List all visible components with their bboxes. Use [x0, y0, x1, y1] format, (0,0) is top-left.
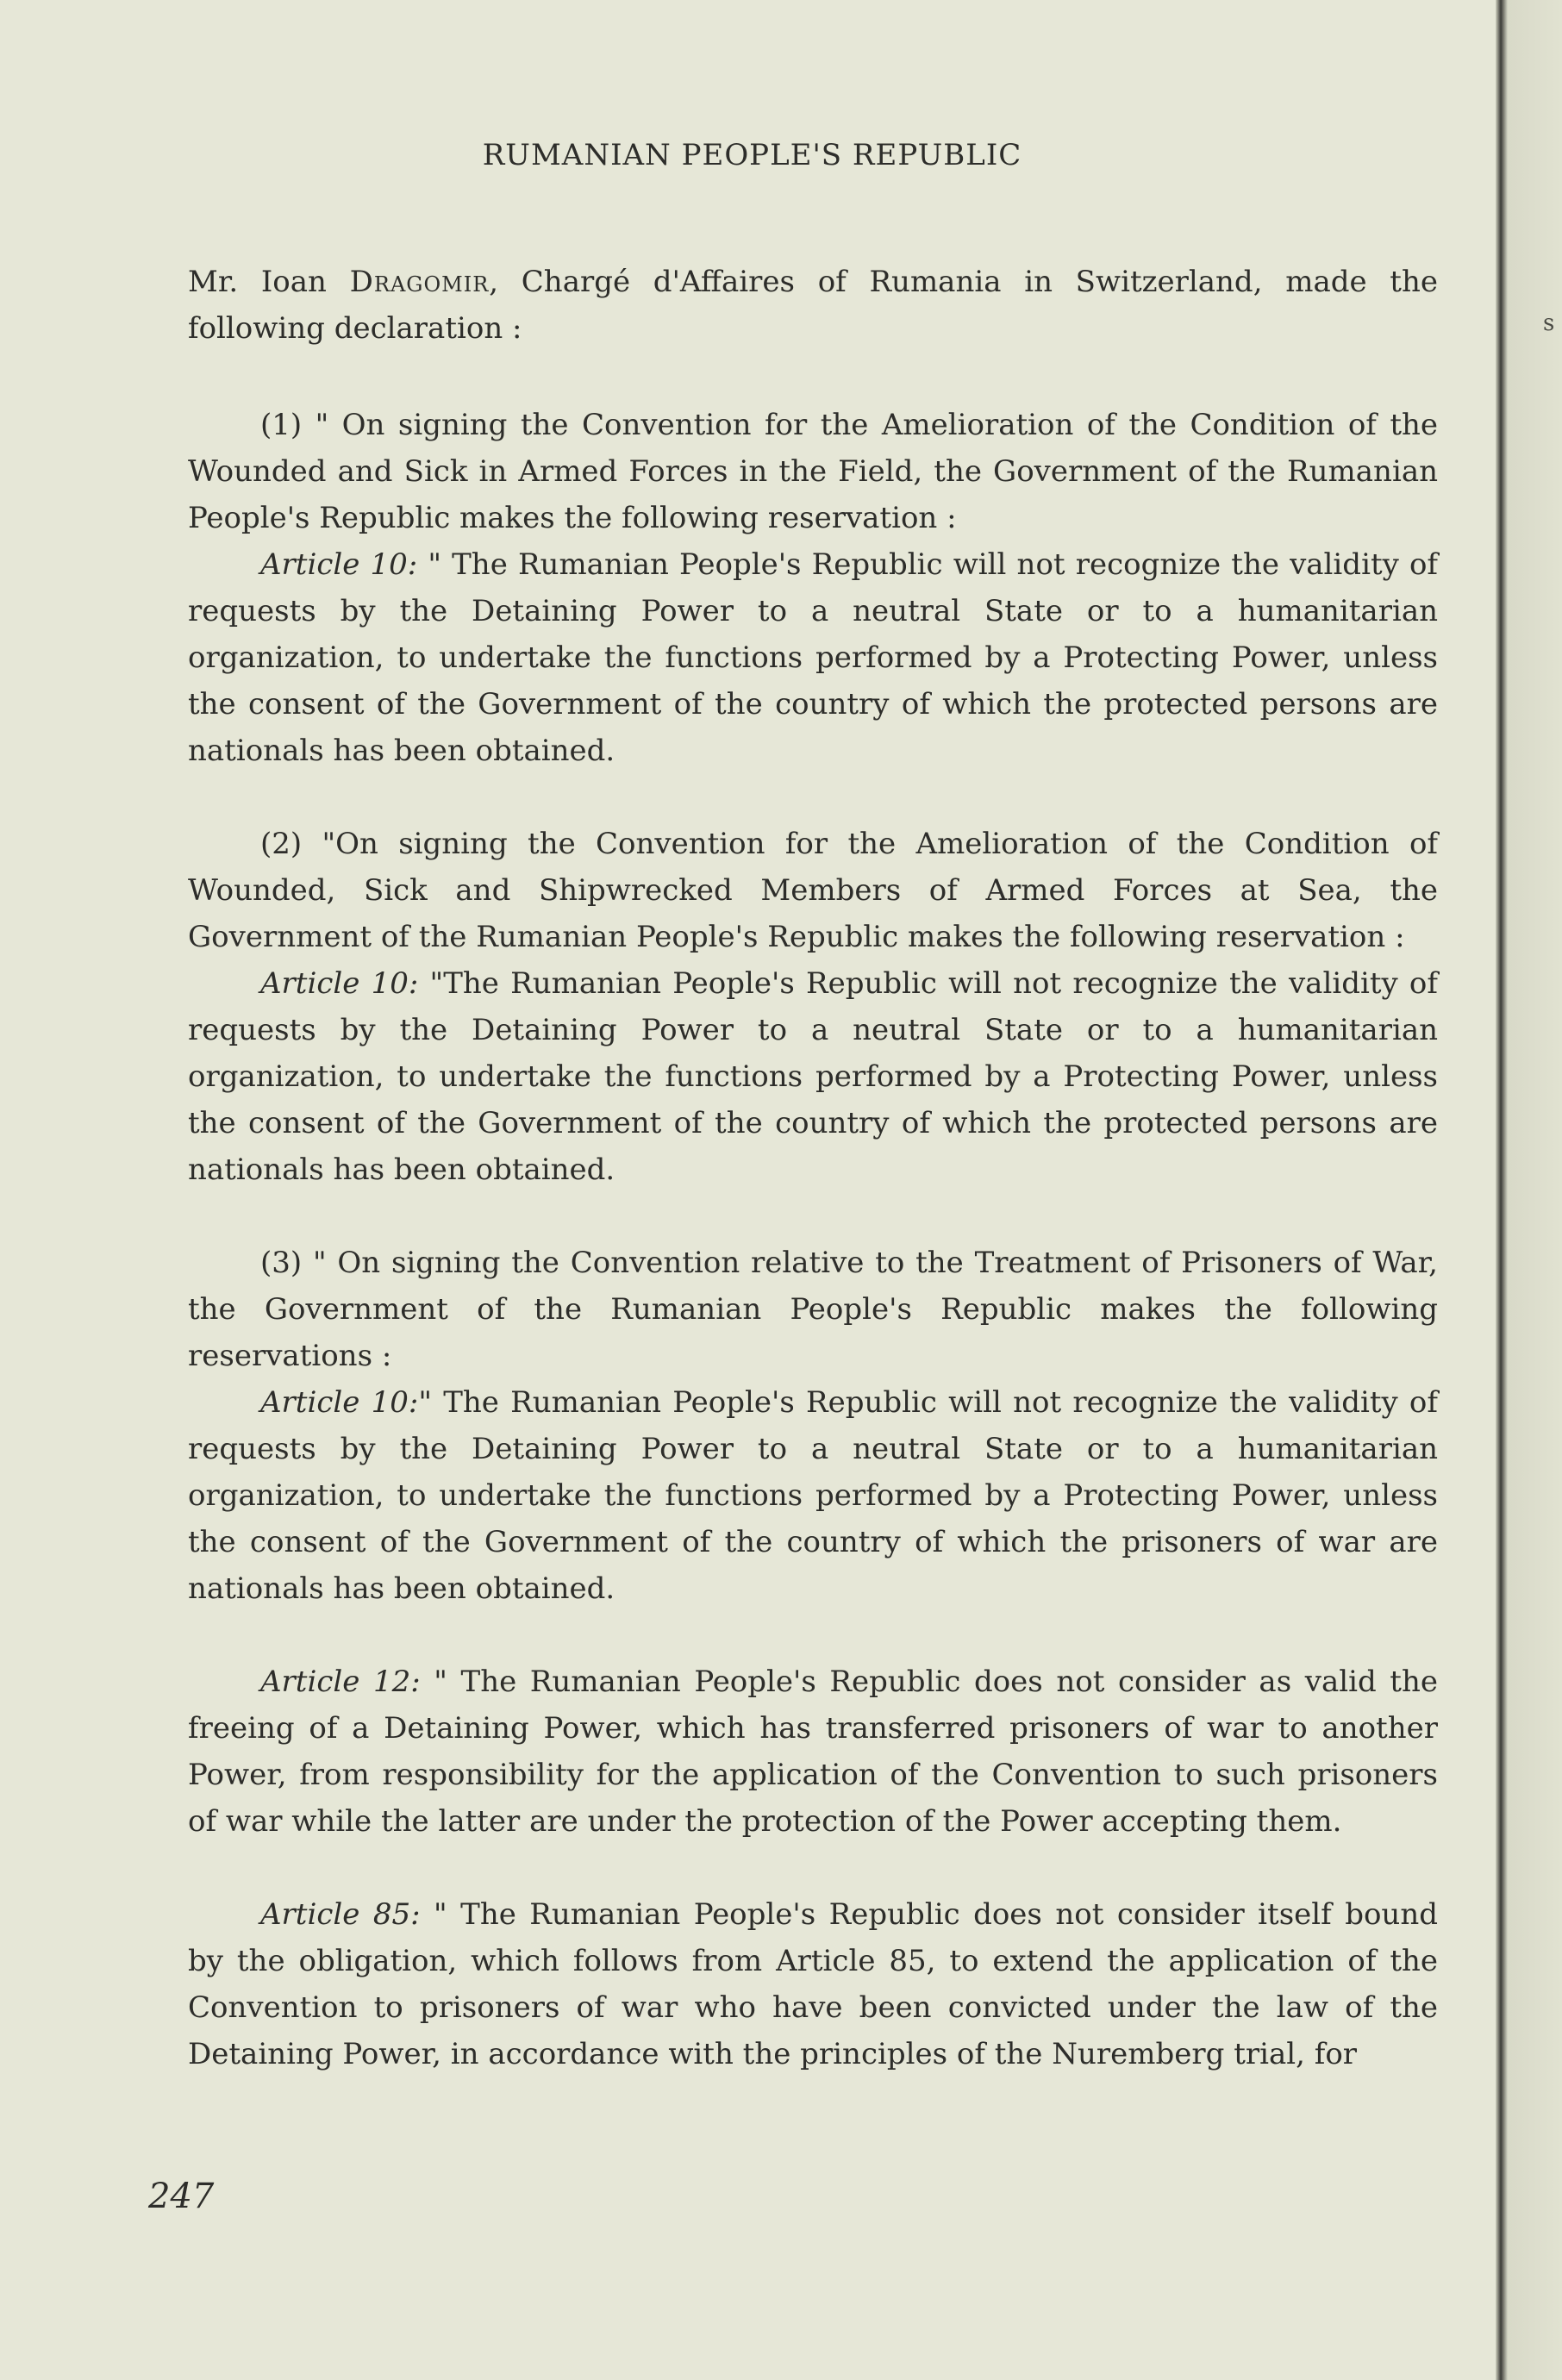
book-gutter — [1496, 0, 1562, 2380]
article-label: Article 85: — [260, 1897, 421, 1932]
section-1-opening: (1) " On signing the Convention for the Amelioration of the Condition of the Wounded and Sick in Armed Forces in the Field, the Government of the Rumanian People's Republic makes the following reservation : — [188, 408, 1438, 535]
page-number: 247 — [148, 2177, 215, 2216]
article-label: Article 10: — [260, 966, 419, 1001]
article-label: Article 12: — [260, 1665, 421, 1699]
section-2-opening: (2) "On signing the Convention for the Amelioration of the Condition of Wounded, Sick and Shipwrecked Members of Armed Forces at Sea, the Government of the Rumanian People's Republic makes the following reservation : — [188, 827, 1438, 954]
delegate-name: Dragomir — [349, 265, 490, 299]
section-1-article — [188, 541, 1438, 774]
article-label: Article 10: — [260, 547, 418, 582]
article-label: Article 10: — [260, 1385, 419, 1420]
intro-prefix: Mr. Ioan — [188, 265, 350, 299]
intro-paragraph — [188, 259, 1438, 352]
body-text — [188, 259, 1438, 2077]
article-text: "The Rumanian People's Republic will not recognize the validity of requests by the Detaining Power to a neutral State or to a humanitarian organization, to undertake the functions performed by a Protecting Power, unless the consent of the Government of the country of which the protected persons are nationals has been obtained. — [188, 966, 1438, 1187]
section-3-article — [188, 1379, 1438, 1612]
intro-rest: , Chargé d'Affaires of Rumania in Switzerland, made the following declaration : — [188, 265, 1438, 346]
section-3-opening: (3) " On signing the Convention relative to the Treatment of Prisoners of War, the Government of the Rumanian People's Republic makes the following reservations : — [188, 1246, 1438, 1373]
article-text: " The Rumanian People's Republic will not recognize the validity of requests by the Detaining Power to a neutral State or to a humanitarian organization, to undertake the functions performed by a Protecting Power, unless the consent of the Government of the country of which the protected persons are nationals has been obtained. — [188, 547, 1438, 768]
section-2-article — [188, 960, 1438, 1193]
running-head: RUMANIAN PEOPLE'S REPUBLIC — [482, 138, 1022, 172]
facing-page-fragment: s — [1543, 310, 1555, 336]
article-text: " The Rumanian People's Republic does not consider as valid the freeing of a Detaining Power, which has transferred prisoners of war to another Power, from responsibility for the application of the Convention to such prisoners of war while the latter are under the protection of the Power accepting them. — [188, 1665, 1438, 1839]
article-85-paragraph — [188, 1891, 1438, 2077]
article-text: " The Rumanian People's Republic will not recognize the validity of requests by the Detaining Power to a neutral State or to a humanitarian organization, to undertake the functions performed by a Protecting Power, unless the consent of the Government of the country of which the prisoners of war are nationals has been obtained. — [188, 1385, 1438, 1606]
article-12-paragraph — [188, 1659, 1438, 1845]
article-text: " The Rumanian People's Republic does not consider itself bound by the obligation, which follows from Article 85, to extend the application of the Convention to prisoners of war who have been convicted under the law of the Detaining Power, in accordance with the principles of the Nuremberg trial, for — [188, 1897, 1438, 2071]
